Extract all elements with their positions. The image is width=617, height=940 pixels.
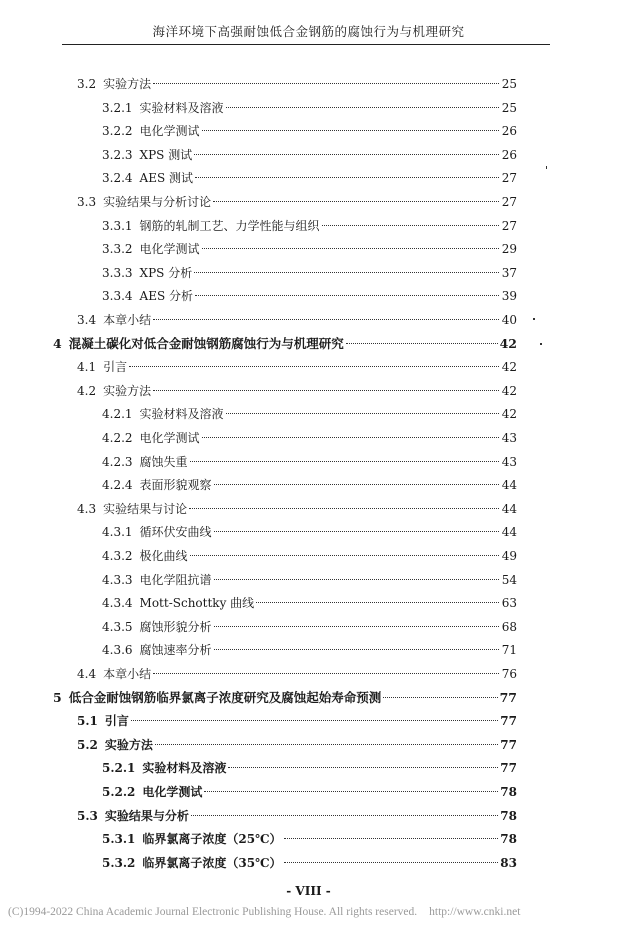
toc-dot-leader — [153, 673, 499, 674]
toc-entry-title: 本章小结 — [103, 313, 152, 327]
toc-entry[interactable] — [77, 735, 517, 755]
toc-entry-number: 5.3.1 — [102, 832, 136, 847]
toc-entry-title: 电化学测试 — [142, 785, 203, 799]
toc-entry-number: 3.4 — [77, 313, 97, 327]
toc-entry-title: 腐蚀速率分析 — [139, 643, 212, 658]
toc-entry[interactable] — [102, 522, 517, 542]
toc-entry-title: 引言 — [103, 360, 128, 375]
toc-entry-number: 4.2 — [77, 383, 97, 398]
toc-dot-leader — [214, 484, 499, 485]
toc-entry-title: XPS 分析 — [139, 265, 193, 280]
toc-entry-title: 低合金耐蚀钢筋临界氯离子浓度研究及腐蚀起始寿命预测 — [68, 689, 382, 705]
toc-entry-page: 44 — [501, 501, 517, 516]
toc-entry-number: 3.2.4 — [102, 171, 133, 186]
toc-dot-leader — [129, 366, 499, 367]
toc-entry-title: 实验方法 — [104, 737, 153, 752]
toc-entry-title: 实验材料及溶液 — [139, 100, 224, 115]
toc-entry-page: 49 — [501, 549, 517, 563]
toc-entry[interactable] — [77, 806, 517, 826]
toc-entry-page: 43 — [501, 454, 517, 469]
toc-entry[interactable] — [77, 711, 517, 731]
toc-entry-number: 4.3.6 — [102, 643, 133, 658]
toc-dot-leader — [383, 697, 497, 698]
toc-entry-page: 40 — [501, 313, 517, 327]
toc-entry-title: AES 测试 — [139, 171, 194, 186]
toc-entry-title: 循环伏安曲线 — [139, 525, 212, 540]
toc-entry[interactable] — [102, 570, 517, 590]
scan-speck — [540, 343, 542, 345]
toc-dot-leader — [189, 508, 499, 509]
toc-entry[interactable] — [102, 216, 517, 236]
toc-entry-number: 5 — [53, 689, 62, 705]
toc-entry[interactable] — [53, 688, 517, 708]
toc-entry-title: 本章小结 — [103, 667, 152, 681]
toc-entry[interactable] — [102, 758, 517, 778]
toc-dot-leader — [194, 154, 499, 155]
toc-entry-title: AES 分析 — [139, 289, 194, 304]
toc-dot-leader — [131, 720, 498, 721]
toc-entry-page: 39 — [501, 289, 517, 304]
toc-entry-page: 42 — [501, 383, 517, 398]
toc-entry-page: 42 — [499, 335, 517, 351]
toc-entry-page: 44 — [501, 525, 517, 540]
toc-entry[interactable] — [77, 499, 517, 519]
toc-entry[interactable] — [102, 829, 517, 849]
toc-entry[interactable] — [53, 334, 517, 354]
toc-dot-leader — [226, 413, 499, 414]
toc-entry-number: 4.3.1 — [102, 525, 133, 540]
toc-dot-leader — [153, 83, 499, 84]
toc-dot-leader — [190, 555, 499, 556]
toc-dot-leader — [228, 767, 498, 768]
toc-entry-title: 电化学阻抗谱 — [139, 572, 212, 587]
toc-dot-leader — [155, 744, 498, 745]
toc-entry-page: 78 — [500, 832, 517, 847]
toc-entry[interactable] — [102, 452, 517, 472]
toc-entry[interactable] — [102, 640, 517, 660]
toc-entry[interactable] — [102, 286, 517, 306]
toc-entry-title: 实验材料及溶液 — [139, 407, 224, 422]
toc-entry[interactable] — [77, 310, 517, 330]
toc-entry-title: 电化学测试 — [139, 124, 200, 139]
toc-entry-page: 76 — [501, 667, 517, 681]
toc-entry[interactable] — [102, 404, 517, 424]
toc-entry-number: 3.2.3 — [102, 147, 133, 162]
toc-dot-leader — [204, 791, 498, 792]
toc-dot-leader — [202, 437, 499, 438]
toc-dot-leader — [284, 838, 499, 839]
toc-entry-page: 27 — [501, 171, 517, 186]
toc-entry-number: 3.2.2 — [102, 124, 133, 139]
toc-dot-leader — [322, 225, 499, 226]
toc-entry[interactable] — [77, 74, 517, 94]
toc-entry-page: 27 — [501, 218, 517, 233]
toc-entry[interactable] — [102, 168, 517, 188]
toc-dot-leader — [214, 531, 499, 532]
toc-entry-number: 4.2.1 — [102, 407, 133, 422]
toc-entry-number: 5.2.1 — [102, 761, 136, 776]
toc-entry-number: 4.2.4 — [102, 478, 133, 493]
toc-entry-number: 4.3 — [77, 501, 97, 516]
toc-entry-number: 4.2.2 — [102, 431, 133, 445]
toc-entry[interactable] — [102, 546, 517, 566]
toc-entry-number: 4.3.3 — [102, 572, 133, 587]
toc-entry[interactable] — [102, 428, 517, 448]
toc-entry-title: XPS 测试 — [139, 147, 193, 162]
toc-dot-leader — [191, 815, 498, 816]
toc-dot-leader — [153, 390, 499, 391]
toc-entry-number: 3.3.2 — [102, 242, 133, 257]
toc-entry[interactable] — [77, 357, 517, 377]
page-number: - VIII - — [286, 884, 331, 898]
header-title: 海洋环境下高强耐蚀低合金钢筋的腐蚀行为与机理研究 — [152, 24, 465, 39]
toc-dot-leader — [195, 295, 499, 296]
toc-entry-title: 实验方法 — [103, 77, 152, 91]
cnki-url: http://www.cnki.net — [429, 906, 521, 918]
toc-dot-leader — [214, 579, 499, 580]
toc-entry-number: 5.2.2 — [102, 785, 136, 799]
toc-dot-leader — [284, 862, 499, 863]
toc-dot-leader — [202, 130, 499, 131]
toc-entry[interactable] — [77, 664, 517, 684]
toc-entry-number: 5.3.2 — [102, 855, 136, 870]
toc-entry-page: 26 — [501, 124, 517, 139]
toc-dot-leader — [195, 177, 499, 178]
toc-entry-title: 钢筋的轧制工艺、力学性能与组织 — [139, 218, 320, 233]
toc-entry-title: 电化学测试 — [139, 431, 200, 445]
toc-entry-page: 68 — [501, 619, 517, 634]
toc-entry-number: 5.1 — [77, 714, 98, 729]
toc-entry-page: 44 — [501, 478, 517, 493]
toc-entry-title: 腐蚀失重 — [139, 454, 188, 469]
toc-entry-page: 25 — [501, 100, 517, 115]
toc-entry-page: 25 — [501, 77, 517, 91]
toc-entry-number: 3.3.3 — [102, 265, 133, 280]
toc-entry[interactable] — [102, 121, 517, 141]
toc-entry-title: 实验结果与分析 — [104, 808, 189, 823]
toc-entry-title: 实验方法 — [103, 383, 152, 398]
toc-entry-page: 29 — [501, 242, 517, 257]
toc-entry-number: 3.3 — [77, 195, 97, 209]
toc-entry-page: 77 — [500, 737, 517, 752]
toc-entry-page: 37 — [501, 265, 517, 280]
toc-entry-title: 引言 — [104, 714, 129, 729]
toc-entry-title: 混凝土碳化对低合金耐蚀钢筋腐蚀行为与机理研究 — [68, 335, 344, 351]
toc-entry-title: Mott-Schottky 曲线 — [139, 596, 255, 611]
toc-entry[interactable] — [102, 239, 517, 259]
header-rule — [62, 44, 550, 45]
toc-dot-leader — [226, 107, 499, 108]
toc-entry-number: 4.1 — [77, 360, 97, 375]
toc-entry-page: 78 — [500, 785, 517, 799]
toc-entry-number: 4.3.2 — [102, 549, 133, 563]
toc-dot-leader — [256, 602, 499, 603]
toc-entry-page: 77 — [500, 714, 517, 729]
toc-entry-title: 表面形貌观察 — [139, 478, 212, 493]
toc-entry-number: 4.3.5 — [102, 619, 133, 634]
toc-entry-number: 5.3 — [77, 808, 98, 823]
toc-entry-number: 4 — [53, 335, 62, 351]
toc-entry-page: 77 — [500, 761, 517, 776]
toc-entry[interactable] — [102, 782, 517, 802]
toc-entry-number: 3.3.1 — [102, 218, 133, 233]
toc-entry-page: 54 — [501, 572, 517, 587]
toc-dot-leader — [190, 461, 499, 462]
toc-entry[interactable] — [102, 263, 517, 283]
toc-entry-page: 83 — [500, 855, 517, 870]
toc-entry[interactable] — [102, 475, 517, 495]
toc-dot-leader — [194, 272, 499, 273]
toc-entry-title: 电化学测试 — [139, 242, 200, 257]
scan-speck — [533, 318, 535, 320]
toc-entry[interactable] — [102, 145, 517, 165]
toc-entry[interactable] — [77, 192, 517, 212]
toc-entry-number: 3.2 — [77, 77, 97, 91]
toc-entry[interactable] — [77, 381, 517, 401]
toc-entry-title: 极化曲线 — [139, 549, 188, 563]
toc-entry-number: 3.3.4 — [102, 289, 133, 304]
toc-entry-page: 63 — [501, 596, 517, 611]
toc-entry[interactable] — [102, 98, 517, 118]
toc-entry-number: 3.2.1 — [102, 100, 133, 115]
toc-dot-leader — [153, 319, 499, 320]
toc-entry[interactable] — [102, 617, 517, 637]
toc-entry[interactable] — [102, 853, 517, 873]
toc-entry-page: 26 — [501, 147, 517, 162]
toc-entry-page: 42 — [501, 360, 517, 375]
toc-entry-title: 实验结果与讨论 — [103, 501, 188, 516]
toc-entry-number: 4.2.3 — [102, 454, 133, 469]
toc-dot-leader — [346, 343, 498, 344]
toc-entry-page: 78 — [500, 808, 517, 823]
toc-entry-title: 临界氯离子浓度（25℃） — [142, 832, 282, 847]
toc-entry-page: 71 — [501, 643, 517, 658]
copyright-watermark — [8, 906, 608, 918]
toc-entry-number: 5.2 — [77, 737, 98, 752]
toc-dot-leader — [202, 248, 499, 249]
toc-entry[interactable] — [102, 593, 517, 613]
scan-speck — [546, 166, 547, 169]
toc-dot-leader — [213, 201, 499, 202]
toc-dot-leader — [214, 626, 499, 627]
toc-dot-leader — [214, 649, 499, 650]
toc-entry-title: 实验材料及溶液 — [142, 761, 227, 776]
toc-entry-page: 27 — [501, 195, 517, 209]
toc-entry-page: 43 — [501, 431, 517, 445]
toc-entry-title: 实验结果与分析讨论 — [103, 195, 212, 209]
toc-entry-page: 42 — [501, 407, 517, 422]
toc-entry-title: 腐蚀形貌分析 — [139, 619, 212, 634]
toc-entry-number: 4.4 — [77, 667, 97, 681]
toc-entry-page: 77 — [499, 689, 517, 705]
toc-entry-title: 临界氯离子浓度（35℃） — [142, 855, 282, 870]
copyright-text: (C)1994-2022 China Academic Journal Electronic Publishing House. All rights reserved. — [8, 906, 418, 918]
toc-entry-number: 4.3.4 — [102, 596, 133, 611]
